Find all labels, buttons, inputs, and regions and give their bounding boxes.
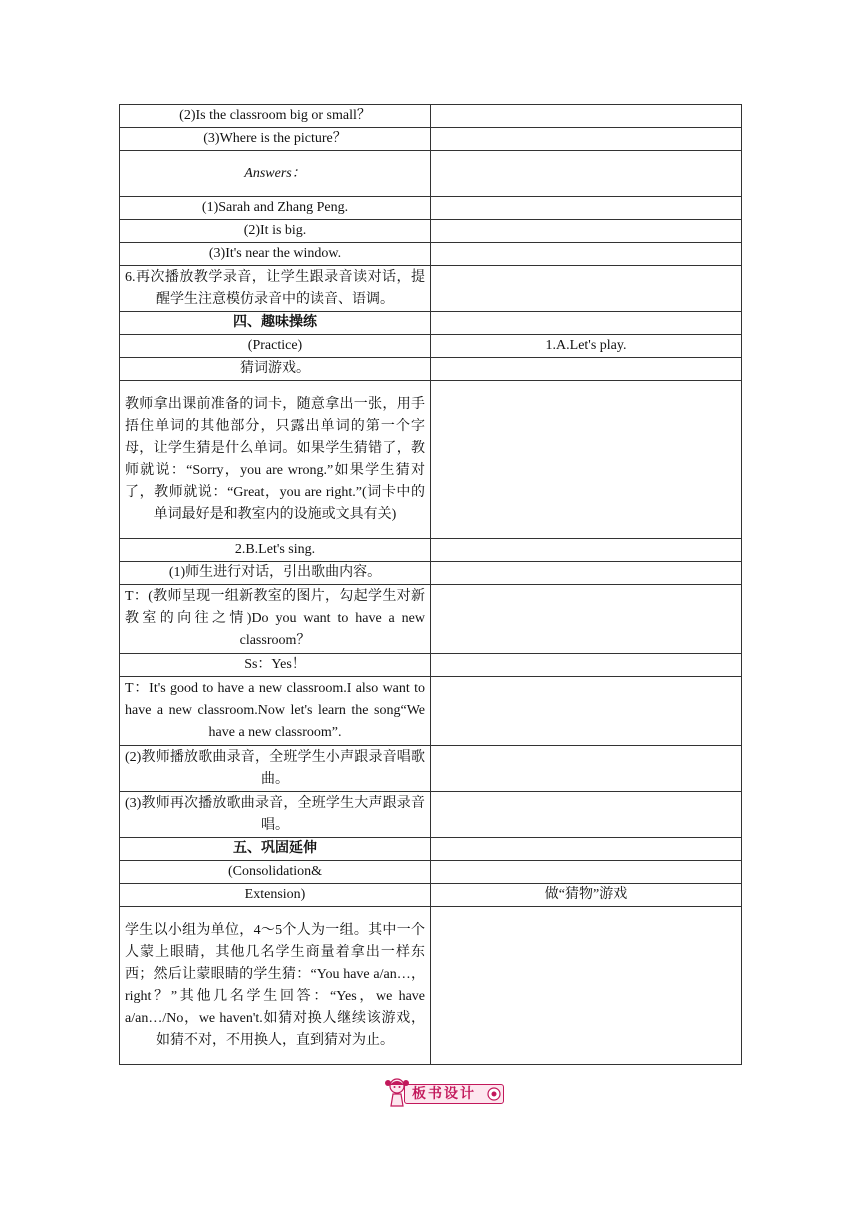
right-cell <box>431 358 742 381</box>
banner-title: 板书设计 <box>412 1086 476 1102</box>
left-cell: (1)师生进行对话，引出歌曲内容。 <box>120 562 431 585</box>
right-cell <box>431 585 742 654</box>
right-cell <box>431 220 742 243</box>
right-cell <box>431 105 742 128</box>
right-cell <box>431 792 742 838</box>
table-row <box>120 654 742 677</box>
left-cell: (1)Sarah and Zhang Peng. <box>120 197 431 220</box>
table-row <box>120 792 742 838</box>
table-row <box>120 562 742 585</box>
left-cell: 学生以小组为单位，4～5个人为一组。其中一个人蒙上眼睛，其他几名学生商量着拿出一样东西；然后让蒙眼睛的学生猜：“You have a/an…，right？”其他几名学生回答：“Yes，we have a/an…/No，we haven't.如猜对换人继续该游戏，如猜不对，不用换人，直到猜对为止。 <box>120 907 431 1065</box>
left-cell: 猜词游戏。 <box>120 358 431 381</box>
board-design-banner <box>384 1077 506 1107</box>
table-row <box>120 585 742 654</box>
right-cell <box>431 539 742 562</box>
right-cell <box>431 243 742 266</box>
left-cell: T：It's good to have a new classroom.I also want to have a new classroom.Now let's learn the song“We have a new classroom”. <box>120 677 431 746</box>
left-cell: (Practice) <box>120 335 431 358</box>
left-cell: (3)Where is the picture？ <box>120 128 431 151</box>
right-cell: 做“猜物”游戏 <box>431 884 742 907</box>
left-cell: (2)Is the classroom big or small？ <box>120 105 431 128</box>
table-row <box>120 746 742 792</box>
table-row <box>120 312 742 335</box>
left-cell: Extension) <box>120 884 431 907</box>
right-cell <box>431 381 742 539</box>
right-cell <box>431 197 742 220</box>
left-cell: (2)It is big. <box>120 220 431 243</box>
target-dot-icon <box>487 1087 501 1101</box>
table-row <box>120 266 742 312</box>
cell-text: Do you want to have a new classroom？ <box>239 611 425 648</box>
table-row <box>120 220 742 243</box>
right-cell <box>431 746 742 792</box>
table-row <box>120 381 742 539</box>
left-cell: Answers： <box>120 151 431 197</box>
cell-note: (词卡中的单词最好是和教室内的设施或文具有关) <box>153 484 425 522</box>
table-row <box>120 884 742 907</box>
right-cell: 1.A.Let's play. <box>431 335 742 358</box>
left-cell: (Consolidation& <box>120 861 431 884</box>
table-row <box>120 151 742 197</box>
section-heading: 五、巩固延伸 <box>120 838 431 861</box>
left-cell <box>120 585 431 654</box>
girl-mascot-icon <box>384 1077 410 1107</box>
right-cell <box>431 677 742 746</box>
cell-prefix: T： <box>125 589 149 604</box>
right-cell <box>431 266 742 312</box>
left-cell: Ss：Yes！ <box>120 654 431 677</box>
right-cell <box>431 151 742 197</box>
left-cell: (2)教师播放歌曲录音，全班学生小声跟录音唱歌曲。 <box>120 746 431 792</box>
table-row <box>120 243 742 266</box>
table-row <box>120 105 742 128</box>
lesson-plan-table <box>119 104 742 1065</box>
left-cell: 6.再次播放教学录音，让学生跟录音读对话，提醒学生注意模仿录音中的读音、语调。 <box>120 266 431 312</box>
table-row <box>120 539 742 562</box>
left-cell: (3)教师再次播放歌曲录音，全班学生大声跟录音唱。 <box>120 792 431 838</box>
left-cell: (3)It's near the window. <box>120 243 431 266</box>
left-cell <box>120 381 431 539</box>
right-cell <box>431 861 742 884</box>
table-row <box>120 197 742 220</box>
table-row <box>120 358 742 381</box>
right-cell <box>431 312 742 335</box>
right-cell <box>431 838 742 861</box>
table-row <box>120 861 742 884</box>
table-row <box>120 838 742 861</box>
section-heading: 四、趣味操练 <box>120 312 431 335</box>
right-cell <box>431 654 742 677</box>
cell-note: (教师呈现一组新教室的图片，勾起学生对新教室的向往之情) <box>125 589 425 626</box>
table-row <box>120 335 742 358</box>
right-cell <box>431 907 742 1065</box>
table-row <box>120 677 742 746</box>
table-row <box>120 128 742 151</box>
left-cell: 2.B.Let's sing. <box>120 539 431 562</box>
right-cell <box>431 562 742 585</box>
right-cell <box>431 128 742 151</box>
table-row <box>120 907 742 1065</box>
cell-text: 教师拿出课前准备的词卡，随意拿出一张，用手捂住单词的其他部分，只露出单词的第一个字母，让学生猜是什么单词。如果学生猜错了，教师就说：“Sorry，you are wrong.”如果学生猜对了，教师就说：“Great，you are right.” <box>125 396 425 500</box>
